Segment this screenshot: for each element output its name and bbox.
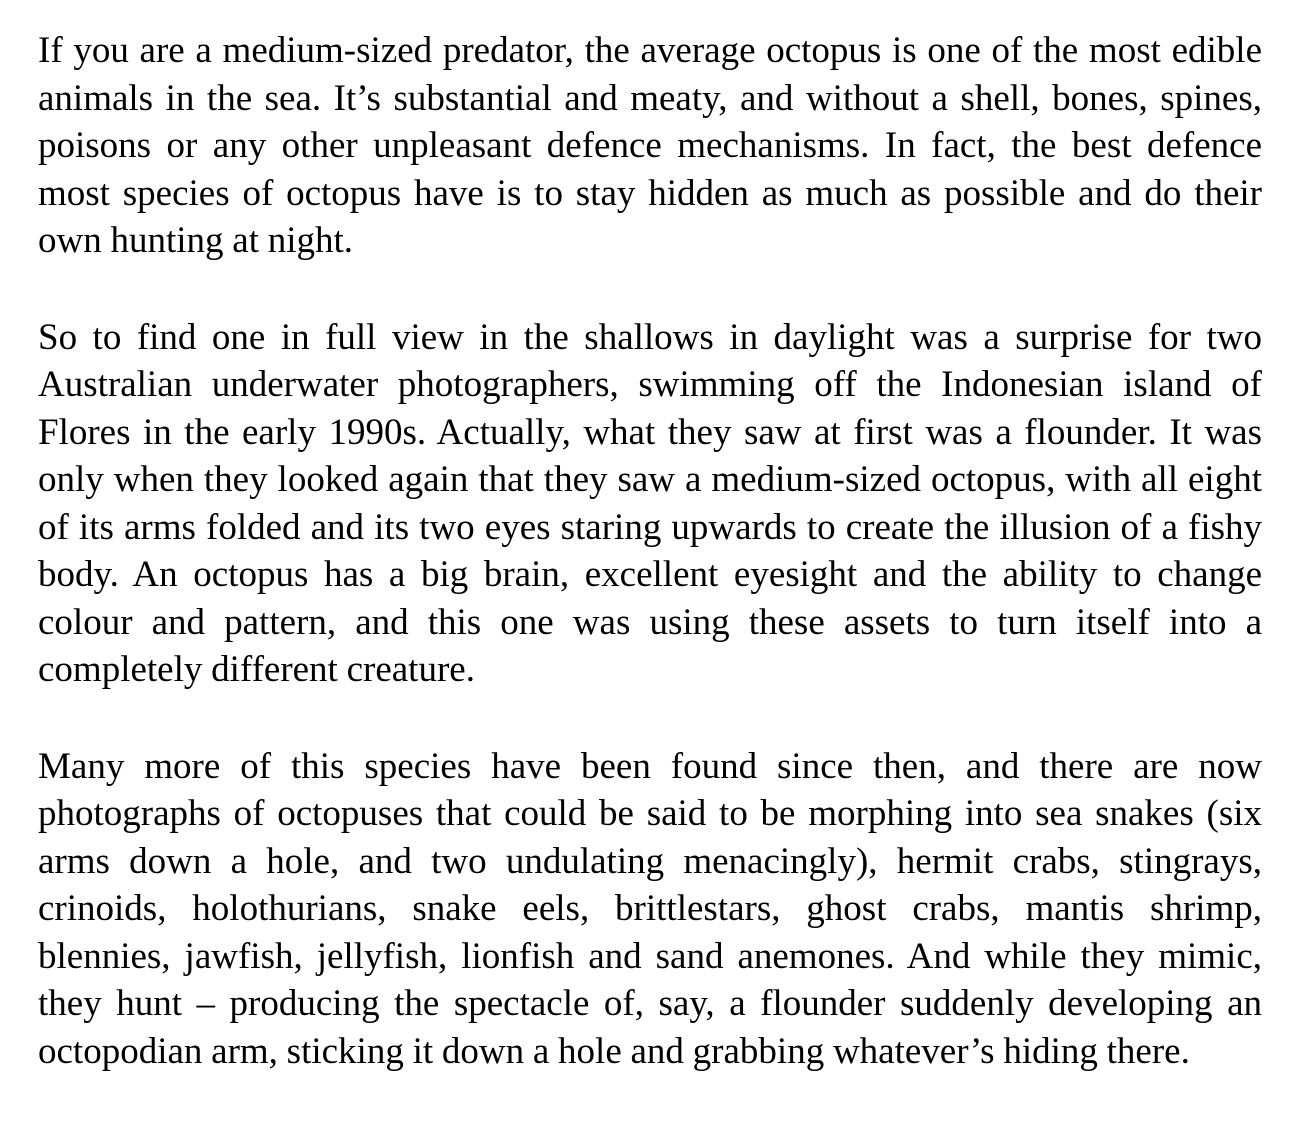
paragraph-3: Many more of this species have been found since then, and there are now photographs of octopuses that could be said to be morphing into sea snakes (six arms down a hole, and two undulating menacingly), hermit crabs, stingrays, crinoids, holothurians, snake eels, brittlestars, ghost crabs, mantis shrimp, blennies, jawfish, jellyfish, lionfish and sand anemones. And while they mimic, they hunt – producing the spectacle of, say, a flounder suddenly developing an octopodian arm, sticking it down a hole and grabbing whatever’s hiding there. [38,745,1262,1072]
paragraph-2: So to find one in full view in the shallows in daylight was a surprise for two Australian underwater photographers, swimming off the Indonesian island of Flores in the early 1990s. Actually, what they saw at first was a flounder. It was only when they looked again that they saw a medium-sized octopus, with all eight of its arms folded and its two eyes staring upwards to create the illusion of a fishy body. An octopus has a big brain, excellent eyesight and the ability to change colour and pattern, and this one was using these assets to turn itself into a completely different creature. [38,316,1262,690]
document-body [38,27,1262,1075]
paragraph-1: If you are a medium-sized predator, the average octopus is one of the most edible animals in the sea. It’s substantial and meaty, and without a shell, bones, spines, poisons or any other unpleasant defence mechanisms. In fact, the best defence most species of octopus have is to stay hidden as much as possible and do their own hunting at night. [38,30,1262,261]
